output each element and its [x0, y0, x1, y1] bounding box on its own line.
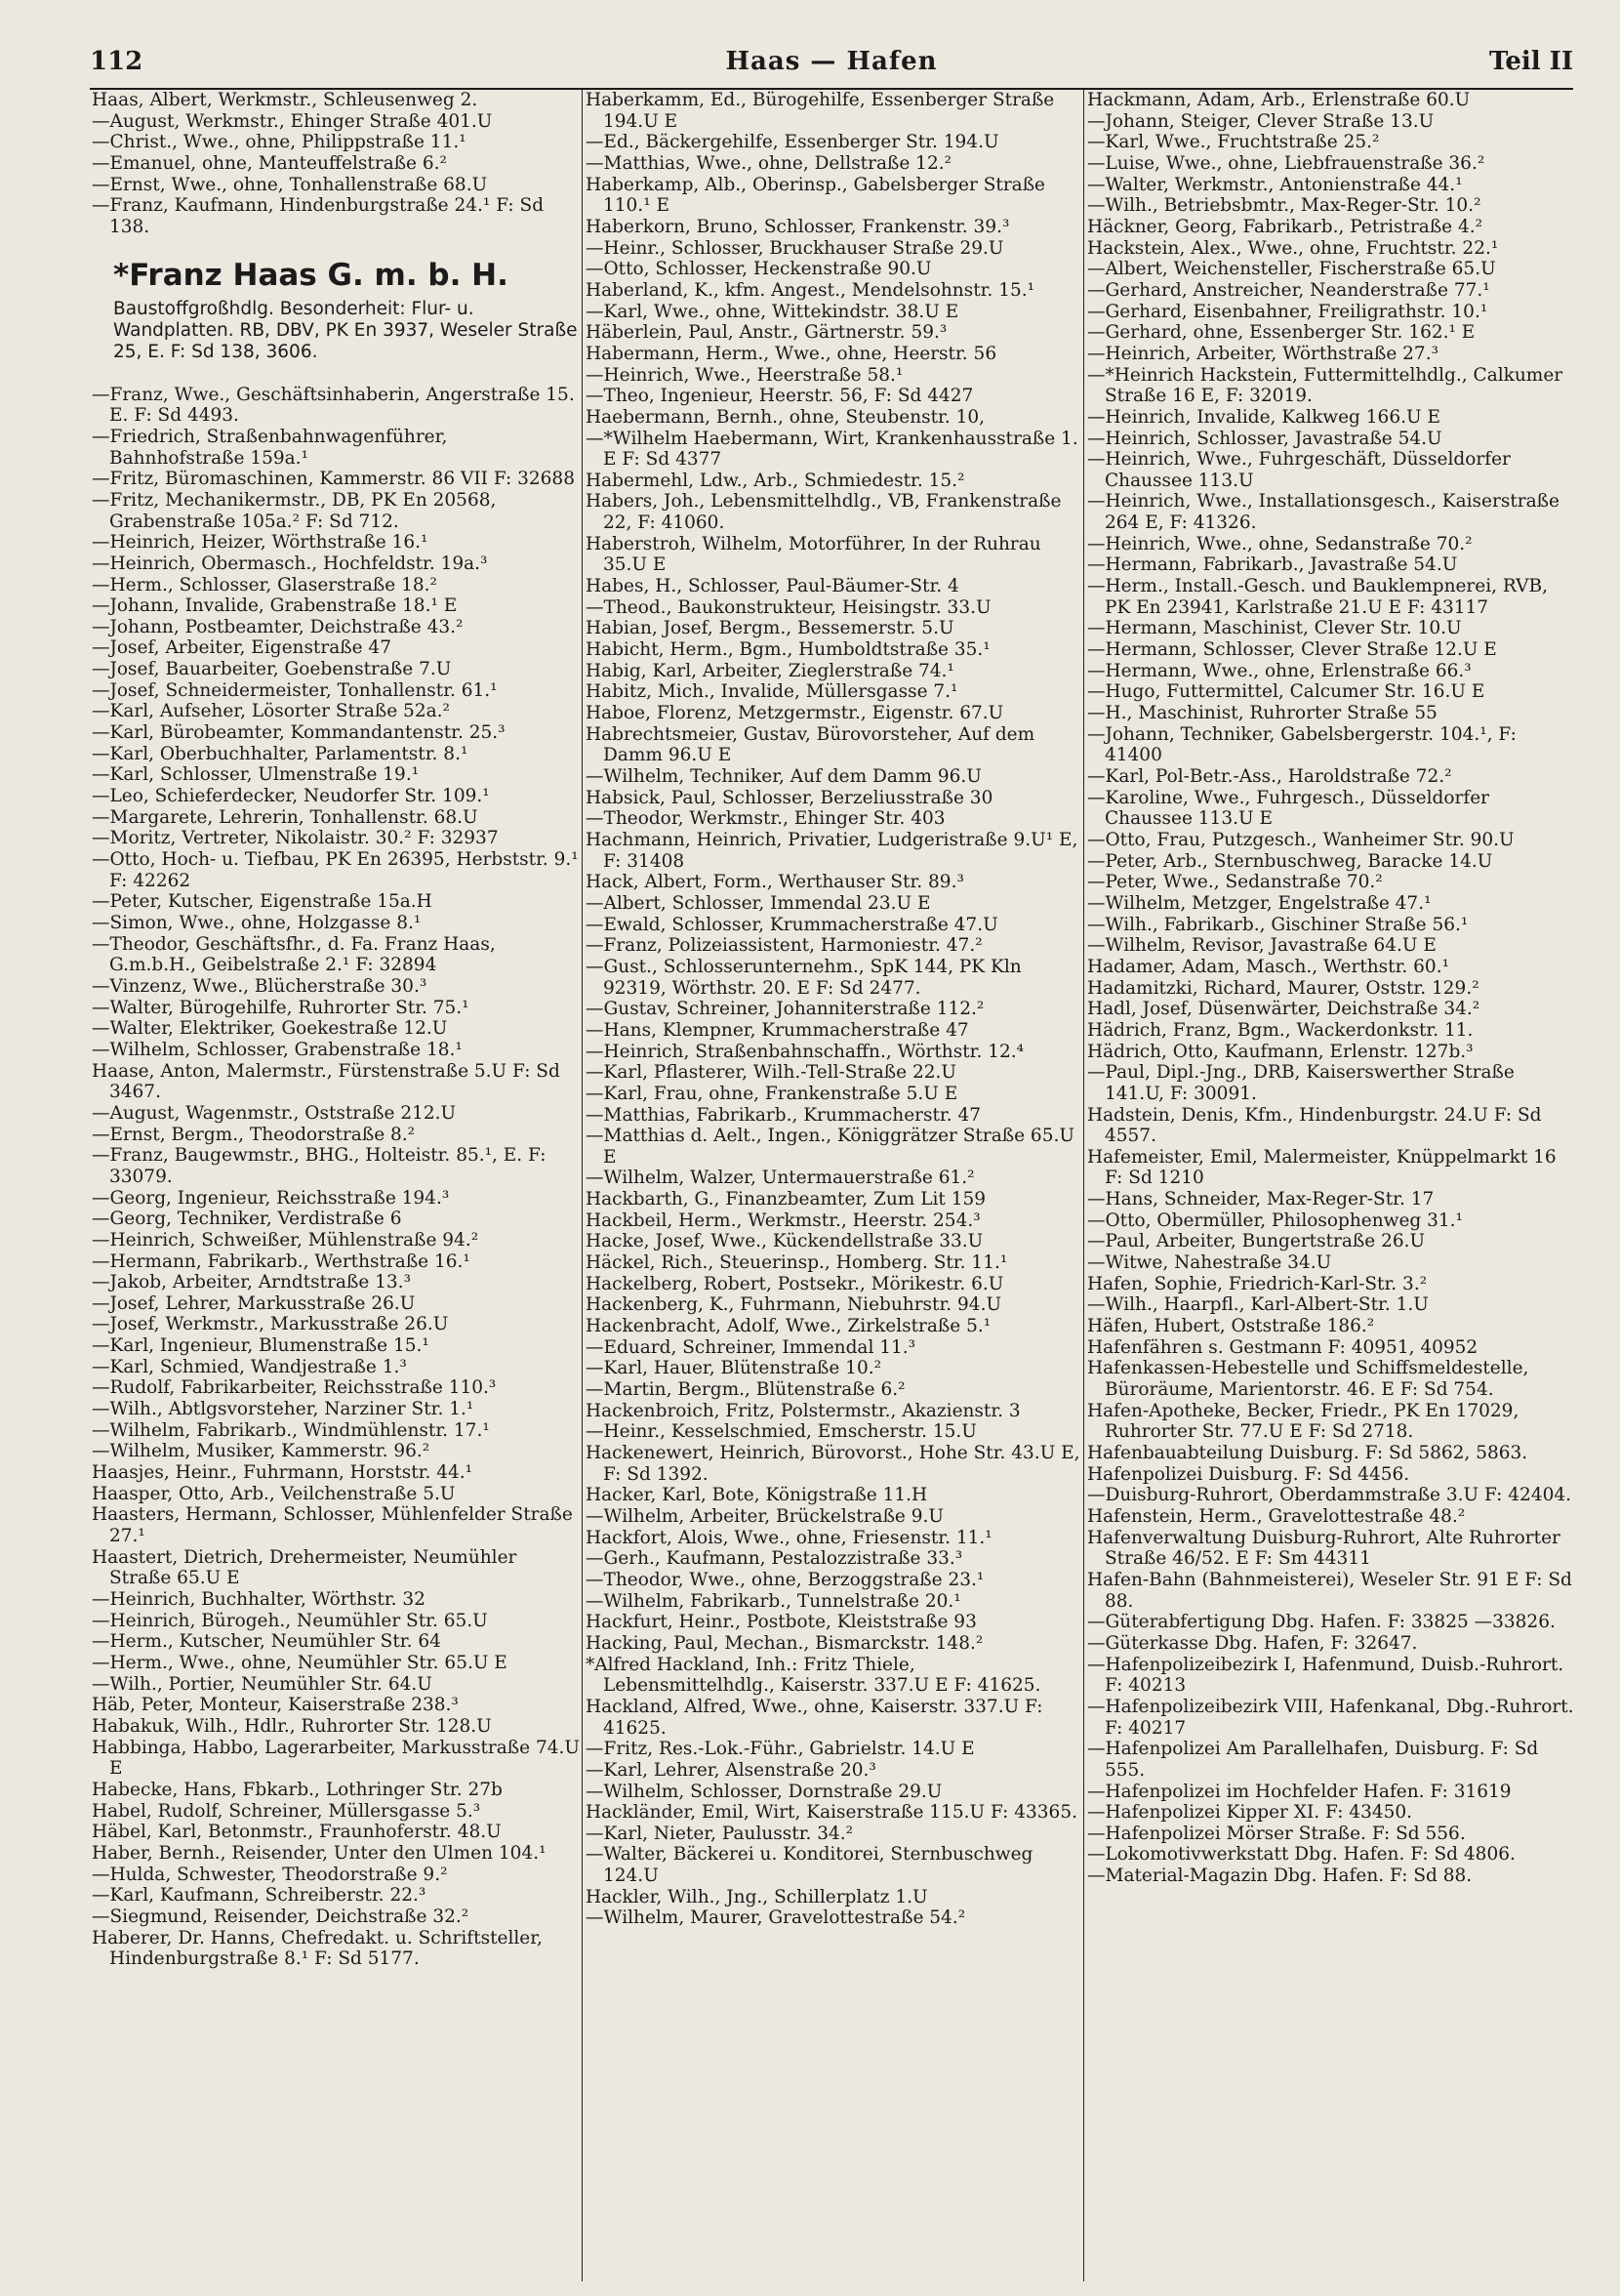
- directory-entry: Haberkamp, Alb., Oberinsp., Gabelsberger Straße 110.¹ E: [586, 174, 1046, 217]
- directory-entry: Hacker, Karl, Bote, Königstraße 11.H: [586, 1485, 928, 1506]
- directory-entry: Haberkamm, Ed., Bürogehilfe, Essenberger Straße 194.U E: [586, 90, 1055, 132]
- directory-entry: —*Heinrich Hackstein, Futtermittelhdlg., Calkumer Straße 16 E, F: 32019.: [1087, 364, 1563, 407]
- directory-entry: —Hermann, Wwe., ohne, Erlenstraße 66.³: [1087, 660, 1472, 681]
- directory-entry: —Herm., Kutscher, Neumühler Str. 64: [92, 1631, 441, 1653]
- directory-entry: —Peter, Wwe., Sedanstraße 70.²: [1087, 872, 1383, 893]
- entries-top: [92, 90, 580, 238]
- directory-entry: —Matthias, Wwe., ohne, Dellstraße 12.²: [586, 152, 952, 174]
- directory-entry: Habermehl, Ldw., Arb., Schmiedestr. 15.²: [586, 470, 965, 491]
- directory-entry: —Ewald, Schlosser, Krummacherstraße 47.U: [586, 914, 998, 935]
- directory-entry: —Vinzenz, Wwe., Blücherstraße 30.³: [92, 975, 427, 997]
- directory-entry: —Gustav, Schreiner, Johanniterstraße 112.²: [586, 999, 985, 1020]
- firm-ad-name: *Franz Haas G. m. b. H.: [113, 257, 508, 293]
- directory-entry: Haasjes, Heinr., Fuhrmann, Horststr. 44.¹: [92, 1462, 473, 1484]
- directory-entry: —Franz, Wwe., Geschäftsinhaberin, Angerstraße 15. E. F: Sd 4493.: [92, 384, 575, 427]
- directory-entry: Hädrich, Franz, Bgm., Wackerdonkstr. 11.: [1087, 1019, 1474, 1041]
- directory-entry: —Gerhard, Eisenbahner, Freiligrathstr. 10.¹: [1087, 301, 1488, 322]
- directory-entry: —Wilh., Portier, Neumühler Str. 64.U: [92, 1673, 432, 1695]
- directory-entry: —Heinrich, Arbeiter, Wörthstraße 27.³: [1087, 343, 1438, 364]
- directory-entry: —Karl, Oberbuchhalter, Parlamentstr. 8.¹: [92, 743, 468, 764]
- directory-entry: —Georg, Techniker, Verdistraße 6: [92, 1209, 402, 1230]
- directory-entry: —Heinr., Schlosser, Bruckhauser Straße 29.U: [586, 237, 1004, 259]
- directory-entry: —Karl, Frau, ohne, Frankenstraße 5.U E: [586, 1083, 958, 1104]
- directory-entry: Hafen-Apotheke, Becker, Friedr., PK En 17029, Ruhrorter Str. 77.U E F: Sd 2718.: [1087, 1400, 1519, 1443]
- directory-entry: —Walter, Bäckerei u. Konditorei, Sternbuschweg 124.U: [586, 1844, 1033, 1887]
- directory-entry: Häckner, Georg, Fabrikarb., Petristraße 4.²: [1087, 216, 1483, 237]
- directory-entry: Hackler, Wilh., Jng., Schillerplatz 1.U: [586, 1886, 928, 1907]
- directory-entry: Hafenbauabteilung Duisburg. F: Sd 5862, 5863.: [1087, 1443, 1528, 1463]
- directory-entry: —Wilhelm, Revisor, Javastraße 64.U E: [1087, 935, 1437, 957]
- directory-entry: Haberland, K., kfm. Angest., Mendelsohnstr. 15.¹: [586, 279, 1035, 301]
- directory-entry: —Fritz, Büromaschinen, Kammerstr. 86 VII F: 32688: [92, 469, 575, 490]
- directory-entry: Häfen, Hubert, Oststraße 186.²: [1087, 1316, 1375, 1337]
- directory-entry: —Luise, Wwe., ohne, Liebfrauenstraße 36.²: [1087, 152, 1485, 174]
- directory-entry: —Karl, Wwe., Fruchtstraße 25.²: [1087, 132, 1380, 153]
- directory-entry: —Josef, Schneidermeister, Tonhallenstr. 61.¹: [92, 679, 498, 701]
- directory-entry: —Karoline, Wwe., Fuhrgesch., Düsseldorfer Chaussee 113.U E: [1087, 787, 1490, 830]
- directory-entry: Häberlein, Paul, Anstr., Gärtnerstr. 59.³: [586, 322, 948, 344]
- directory-entry: —Ernst, Wwe., ohne, Tonhallenstraße 68.U: [92, 174, 488, 195]
- directory-entry: —Matthias d. Aelt., Ingen., Königgrätzer Straße 65.U E: [586, 1126, 1074, 1168]
- directory-entry: Habicht, Herm., Bgm., Humboldtstraße 35.¹: [586, 639, 991, 661]
- directory-entry: —Heinrich, Schweißer, Mühlenstraße 94.²: [92, 1229, 479, 1250]
- directory-entry: Haase, Anton, Malermstr., Fürstenstraße 5.U F: Sd 3467.: [92, 1060, 560, 1103]
- directory-entry: Häbel, Karl, Betonmstr., Fraunhoferstr. 48.U: [92, 1822, 502, 1843]
- directory-entry: —Hugo, Futtermittel, Calcumer Str. 16.U E: [1087, 681, 1485, 703]
- directory-entry: Häckel, Rich., Steuerinsp., Homberg. Str. 11.¹: [586, 1252, 1008, 1274]
- directory-entry: —Josef, Arbeiter, Eigenstraße 47: [92, 637, 391, 659]
- directory-entry: —Heinr., Kesselschmied, Emscherstr. 15.U: [586, 1421, 977, 1443]
- directory-entry: —Eduard, Schreiner, Immendal 11.³: [586, 1336, 916, 1358]
- directory-entry: Habbinga, Habbo, Lagerarbeiter, Markusstraße 74.U E: [92, 1737, 580, 1780]
- directory-entry: Hädrich, Otto, Kaufmann, Erlenstr. 127b.³: [1087, 1041, 1474, 1062]
- directory-entry: —Hafenpolizei Mörser Straße. F: Sd 556.: [1087, 1823, 1466, 1844]
- directory-entry: —Gerh., Kaufmann, Pestalozzistraße 33.³: [586, 1548, 963, 1570]
- directory-entry: —Herm., Wwe., ohne, Neumühler Str. 65.U E: [92, 1652, 507, 1673]
- directory-entry: Habig, Karl, Arbeiter, Zieglerstraße 74.¹: [586, 660, 954, 681]
- directory-entry: —Georg, Ingenieur, Reichsstraße 194.³: [92, 1187, 450, 1209]
- directory-entry: —Wilh., Betriebsbmtr., Max-Reger-Str. 10.²: [1087, 195, 1481, 217]
- firm-ad-text: Baustoffgroßhdlg. Besonderheit: Flur- u. Wandplatten. RB, DBV, PK En 3937, Weseler Straße 25, E. F: Sd 138, 3606.: [113, 298, 578, 362]
- column-2: [586, 90, 1081, 2284]
- directory-entry: —Güterabfertigung Dbg. Hafen. F: 33825 —33826.: [1087, 1612, 1556, 1633]
- directory-entry: —Franz, Baugewmstr., BHG., Holteistr. 85.¹, E. F: 33079.: [92, 1145, 547, 1187]
- directory-entry: Habers, Joh., Lebensmittelhdlg., VB, Frankenstraße 22, F: 41060.: [586, 491, 1062, 534]
- directory-entry: —August, Werkmstr., Ehinger Straße 401.U: [92, 110, 493, 132]
- directory-entry: —Rudolf, Fabrikarbeiter, Reichsstraße 110.³: [92, 1377, 497, 1399]
- page-number: 112: [90, 47, 143, 76]
- directory-entry: —Jakob, Arbeiter, Arndtstraße 13.³: [92, 1272, 411, 1293]
- directory-entry: —Otto, Schlosser, Heckenstraße 90.U: [586, 259, 932, 280]
- section-part: Teil II: [1488, 47, 1573, 76]
- entries-rest: [92, 385, 580, 1970]
- directory-entry: —Hermann, Fabrikarb., Javastraße 54.U: [1087, 554, 1458, 576]
- directory-entry: Haberkorn, Bruno, Schlosser, Frankenstr. 39.³: [586, 216, 1010, 237]
- directory-entry: —Heinrich, Bürogeh., Neumühler Str. 65.U: [92, 1610, 488, 1631]
- directory-entry: —Karl, Pflasterer, Wilh.-Tell-Straße 22.U: [586, 1062, 956, 1084]
- directory-entry: Habsick, Paul, Schlosser, Berzeliusstraße 30: [586, 787, 993, 808]
- directory-entry: Habian, Josef, Bergm., Bessemerstr. 5.U: [586, 618, 954, 639]
- directory-entry: —Karl, Ingenieur, Blumenstraße 15.¹: [92, 1335, 429, 1357]
- directory-entry: —Gust., Schlosserunternehm., SpK 144, PK Kln 92319, Wörthstr. 20. E F: Sd 2477.: [586, 956, 1022, 999]
- directory-entry: —Walter, Bürogehilfe, Ruhrorter Str. 75.¹: [92, 997, 469, 1018]
- directory-entry: —Theodor, Geschäftsfhr., d. Fa. Franz Haas, G.m.b.H., Geibelstraße 2.¹ F: 32894: [92, 933, 496, 976]
- directory-entry: —Wilhelm, Maurer, Gravelottestraße 54.²: [586, 1907, 966, 1929]
- directory-entry: Hackstein, Alex., Wwe., ohne, Fruchtstr. 22.¹: [1087, 237, 1499, 259]
- directory-entry: —Theod., Baukonstrukteur, Heisingstr. 33.U: [586, 596, 992, 618]
- directory-entry: —Karl, Nieter, Paulusstr. 34.²: [586, 1823, 854, 1844]
- directory-entry: Hackländer, Emil, Wirt, Kaiserstraße 115.U F: 43365.: [586, 1802, 1077, 1824]
- column-3: [1087, 90, 1575, 2284]
- directory-entry: Hackfort, Alois, Wwe., ohne, Friesenstr. 11.¹: [586, 1527, 992, 1548]
- directory-entry: —Wilhelm, Musiker, Kammerstr. 96.²: [92, 1441, 430, 1462]
- directory-entry: —*Wilhelm Haebermann, Wirt, Krankenhausstraße 1. E F: Sd 4377: [586, 428, 1078, 471]
- directory-entry: Häb, Peter, Monteur, Kaiserstraße 238.³: [92, 1695, 459, 1716]
- directory-entry: —Hafenpolizei Am Parallelhafen, Duisburg. F: Sd 555.: [1087, 1739, 1539, 1781]
- directory-entry: —Karl, Schlosser, Ulmenstraße 19.¹: [92, 764, 420, 786]
- directory-entry: —Margarete, Lehrerin, Tonhallenstr. 68.U: [92, 806, 478, 828]
- directory-entry: —Otto, Obermüller, Philosophenweg 31.¹: [1087, 1210, 1463, 1231]
- directory-entry: —Walter, Werkmstr., Antonienstraße 44.¹: [1087, 174, 1463, 195]
- directory-entry: —Lokomotivwerkstatt Dbg. Hafen. F: Sd 4806.: [1087, 1844, 1516, 1866]
- directory-entry: —Wilhelm, Arbeiter, Brückelstraße 9.U: [586, 1505, 944, 1527]
- directory-entry: Haboe, Florenz, Metzgermstr., Eigenstr. 67.U: [586, 703, 1004, 724]
- directory-entry: Hafenpolizei Duisburg. F: Sd 4456.: [1087, 1463, 1410, 1485]
- directory-entry: Hafenverwaltung Duisburg-Ruhrort, Alte Ruhrorter Straße 46/52. E F: Sm 44311: [1087, 1527, 1560, 1570]
- directory-entry: Hackenberg, K., Fuhrmann, Niebuhrstr. 94.U: [586, 1294, 1002, 1316]
- directory-entry: Habes, H., Schlosser, Paul-Bäumer-Str. 4: [586, 576, 959, 597]
- directory-entry: Hacke, Josef, Wwe., Kückendellstraße 33.U: [586, 1231, 984, 1252]
- directory-entry: —Johann, Postbeamter, Deichstraße 43.²: [92, 616, 464, 637]
- directory-entry: —Albert, Weichensteller, Fischerstraße 65.U: [1087, 259, 1496, 280]
- directory-entry: —Karl, Lehrer, Alsenstraße 20.³: [586, 1759, 876, 1781]
- directory-entry: —Theo, Ingenieur, Heerstr. 56, F: Sd 4427: [586, 386, 974, 407]
- directory-entry: —Heinrich, Invalide, Kalkweg 166.U E: [1087, 406, 1440, 428]
- directory-entry: Hafenfähren s. Gestmann F: 40951, 40952: [1087, 1336, 1478, 1358]
- directory-entry: *Alfred Hackland, Inh.: Fritz Thiele, Lebensmittelhdlg., Kaiserstr. 337.U E F: 41625.: [586, 1654, 1041, 1697]
- directory-entry: —Friedrich, Straßenbahnwagenführer, Bahnhofstraße 159a.¹: [92, 426, 448, 469]
- directory-entry: —Wilh., Haarpfl., Karl-Albert-Str. 1.U: [1087, 1294, 1429, 1316]
- directory-entry: —Wilhelm, Metzger, Engelstraße 47.¹: [1087, 892, 1432, 914]
- directory-entry: Habitz, Mich., Invalide, Müllersgasse 7.¹: [586, 681, 958, 703]
- directory-entry: —Christ., Wwe., ohne, Philippstraße 11.¹: [92, 132, 466, 153]
- directory-entry: Hackbarth, G., Finanzbeamter, Zum Lit 159: [586, 1189, 987, 1210]
- directory-entry: —Wilhelm, Fabrikarb., Tunnelstraße 20.¹: [586, 1590, 961, 1612]
- directory-entry: —Heinrich, Wwe., Fuhrgeschäft, Düsseldorfer Chaussee 113.U: [1087, 449, 1511, 491]
- directory-entry: Hackfurt, Heinr., Postbote, Kleiststraße 93: [586, 1612, 977, 1633]
- directory-entry: Haberer, Dr. Hanns, Chefredakt. u. Schriftsteller, Hindenburgstraße 8.¹ F: Sd 5177.: [92, 1927, 543, 1970]
- directory-entry: —Hans, Klempner, Krummacherstraße 47: [586, 1019, 969, 1041]
- directory-entry: Haastert, Dietrich, Drehermeister, Neumühler Straße 65.U E: [92, 1546, 517, 1589]
- directory-entry: Hackenewert, Heinrich, Bürovorst., Hohe Str. 43.U E, F: Sd 1392.: [586, 1443, 1080, 1485]
- directory-entry: Hadamitzki, Richard, Maurer, Oststr. 129.²: [1087, 977, 1479, 999]
- directory-entry: —Hafenpolizei Kipper XI. F: 43450.: [1087, 1802, 1413, 1824]
- directory-entry: —Wilhelm, Schlosser, Grabenstraße 18.¹: [92, 1039, 463, 1060]
- directory-entry: —Hans, Schneider, Max-Reger-Str. 17: [1087, 1189, 1435, 1210]
- directory-entry: Haberstroh, Wilhelm, Motorführer, In der Ruhrau 35.U E: [586, 533, 1041, 576]
- directory-entry: —Matthias, Fabrikarb., Krummacherstr. 47: [586, 1104, 982, 1126]
- directory-entry: —Wilhelm, Fabrikarb., Windmühlenstr. 17.¹: [92, 1419, 490, 1441]
- directory-entry: —Wilh., Abtlgsvorsteher, Narziner Str. 1.¹: [92, 1399, 474, 1420]
- directory-entry: —Simon, Wwe., ohne, Holzgasse 8.¹: [92, 913, 422, 933]
- directory-entry: —Leo, Schieferdecker, Neudorfer Str. 109.¹: [92, 786, 490, 807]
- directory-entry: —Siegmund, Reisender, Deichstraße 32.²: [92, 1906, 469, 1927]
- directory-entry: —Heinrich, Wwe., Installationsgesch., Kaiserstraße 264 E, F: 41326.: [1087, 491, 1559, 534]
- directory-entry: Hacking, Paul, Mechan., Bismarckstr. 148.²: [586, 1632, 984, 1654]
- directory-entry: —Wilh., Fabrikarb., Gischiner Straße 56.¹: [1087, 914, 1469, 935]
- directory-entry: Hackelberg, Robert, Postsekr., Mörikestr. 6.U: [586, 1273, 1004, 1294]
- column-divider: [582, 90, 583, 2281]
- directory-entry: —Hermann, Schlosser, Clever Straße 12.U E: [1087, 639, 1497, 661]
- directory-entry: Hachmann, Heinrich, Privatier, Ludgeristraße 9.U¹ E, F: 31408: [586, 829, 1078, 872]
- directory-entry: —Herm., Install.-Gesch. und Bauklempnerei, RVB, PK En 23941, Karlstraße 21.U E F: 43117: [1087, 576, 1549, 618]
- directory-entry: —H., Maschinist, Ruhrorter Straße 55: [1087, 703, 1438, 724]
- directory-entry: Habel, Rudolf, Schreiner, Müllersgasse 5.³: [92, 1800, 481, 1822]
- directory-entry: —Emanuel, ohne, Manteuffelstraße 6.²: [92, 152, 447, 174]
- directory-entry: —Karl, Aufseher, Lösorter Straße 52a.²: [92, 701, 450, 722]
- directory-entry: —Wilhelm, Walzer, Untermauerstraße 61.²: [586, 1168, 975, 1189]
- directory-entry: —Hulda, Schwester, Theodorstraße 9.²: [92, 1864, 448, 1885]
- directory-entry: Hadstein, Denis, Kfm., Hindenburgstr. 24.U F: Sd 4557.: [1087, 1104, 1542, 1147]
- directory-entry: —Güterkasse Dbg. Hafen, F: 32647.: [1087, 1632, 1418, 1654]
- column-divider: [1083, 90, 1084, 2281]
- directory-entry: —Johann, Steiger, Clever Straße 13.U: [1087, 110, 1435, 132]
- page-title: Haas — Hafen: [725, 47, 938, 76]
- directory-entry: —Duisburg-Ruhrort, Oberdammstraße 3.U F: 42404.: [1087, 1485, 1572, 1506]
- directory-entry: —Johann, Invalide, Grabenstraße 18.¹ E: [92, 595, 458, 617]
- directory-entry: Hafemeister, Emil, Malermeister, Knüppelmarkt 16 F: Sd 1210: [1087, 1146, 1557, 1189]
- directory-entry: —Wilhelm, Schlosser, Dornstraße 29.U: [586, 1781, 943, 1802]
- directory-entry: —Wilhelm, Techniker, Auf dem Damm 96.U: [586, 766, 982, 787]
- directory-entry: Habermann, Herm., Wwe., ohne, Heerstr. 56: [586, 343, 997, 364]
- directory-entry: —Ed., Bäckergehilfe, Essenberger Str. 194.U: [586, 132, 999, 153]
- directory-entry: —Heinrich, Heizer, Wörthstraße 16.¹: [92, 532, 428, 554]
- directory-entry: Haasters, Hermann, Schlosser, Mühlenfelder Straße 27.¹: [92, 1504, 573, 1547]
- directory-entry: —Karl, Wwe., ohne, Wittekindstr. 38.U E: [586, 301, 959, 322]
- directory-entry: —Herm., Schlosser, Glaserstraße 18.²: [92, 574, 437, 595]
- directory-entry: —Moritz, Vertreter, Nikolaistr. 30.² F: 32937: [92, 828, 499, 849]
- directory-entry: Hackland, Alfred, Wwe., ohne, Kaiserstr. 337.U F: 41625.: [586, 1696, 1043, 1739]
- directory-entry: —Fritz, Mechanikermstr., DB, PK En 20568, Grabenstraße 105a.² F: Sd 712.: [92, 489, 497, 532]
- directory-entry: —Johann, Techniker, Gabelsbergerstr. 104.¹, F: 41400: [1087, 723, 1517, 766]
- directory-entry: —Fritz, Res.-Lok.-Führ., Gabrielstr. 14.U E: [586, 1739, 975, 1760]
- directory-entry: —Witwe, Nahestraße 34.U: [1087, 1252, 1332, 1274]
- directory-entry: —Gerhard, Anstreicher, Neanderstraße 77.¹: [1087, 279, 1490, 301]
- directory-entry: —Martin, Bergm., Blütenstraße 6.²: [586, 1379, 906, 1401]
- directory-entry: —Heinrich, Wwe., ohne, Sedanstraße 70.²: [1087, 533, 1473, 554]
- directory-entry: —Hafenpolizeibezirk I, Hafenmund, Duisb.-Ruhrort. F: 40213: [1087, 1654, 1564, 1697]
- directory-entry: Haebermann, Bernh., ohne, Steubenstr. 10,: [586, 406, 986, 428]
- directory-entry: —Hermann, Maschinist, Clever Str. 10.U: [1087, 618, 1462, 639]
- directory-entry: Hack, Albert, Form., Werthauser Str. 89.³: [586, 872, 964, 893]
- page-header: [90, 41, 1573, 90]
- directory-entry: —Josef, Lehrer, Markusstraße 26.U: [92, 1292, 416, 1314]
- directory-entry: —Franz, Kaufmann, Hindenburgstraße 24.¹ F: Sd 138.: [92, 195, 545, 237]
- directory-entry: Hackenbracht, Adolf, Wwe., Zirkelstraße 5.¹: [586, 1316, 992, 1337]
- directory-entry: —Karl, Pol-Betr.-Ass., Haroldstraße 72.²: [1087, 766, 1452, 787]
- directory-entry: —Karl, Hauer, Blütenstraße 10.²: [586, 1358, 882, 1379]
- directory-entry: —Theodor, Wwe., ohne, Berzoggstraße 23.¹: [586, 1569, 985, 1590]
- directory-entry: —Hermann, Fabrikarb., Werthstraße 16.¹: [92, 1250, 470, 1272]
- column-1: [92, 90, 580, 2284]
- directory-entry: —Otto, Hoch- u. Tiefbau, PK En 26395, Herbststr. 9.¹ F: 42262: [92, 849, 579, 891]
- directory-entry: —Gerhard, ohne, Essenberger Str. 162.¹ E: [1087, 322, 1476, 344]
- directory-entry: Hafenkassen-Hebestelle und Schiffsmeldestelle, Büroräume, Marientorstr. 46. E F: Sd 754.: [1087, 1358, 1529, 1401]
- directory-entry: —Heinrich, Wwe., Heerstraße 58.¹: [586, 364, 904, 386]
- directory-entry: —Material-Magazin Dbg. Hafen. F: Sd 88.: [1087, 1866, 1473, 1887]
- directory-entry: —Paul, Dipl.-Jng., DRB, Kaiserswerther Straße 141.U, F: 30091.: [1087, 1062, 1515, 1104]
- directory-entry: Hackbeil, Herm., Werkmstr., Heerstr. 254.³: [586, 1210, 981, 1231]
- directory-entry: —Otto, Frau, Putzgesch., Wanheimer Str. 90.U: [1087, 829, 1515, 850]
- directory-entry: —Hafenpolizeibezirk VIII, Hafenkanal, Dbg.-Ruhrort. F: 40217: [1087, 1696, 1574, 1739]
- directory-entry: Hafen-Bahn (Bahnmeisterei), Weseler Str. 91 E F: Sd 88.: [1087, 1569, 1572, 1612]
- directory-entry: —August, Wagenmstr., Oststraße 212.U: [92, 1102, 457, 1124]
- directory-entry: —Heinrich, Straßenbahnschaffn., Wörthstr. 12.⁴: [586, 1041, 1025, 1062]
- directory-entry: Hadamer, Adam, Masch., Werthstr. 60.¹: [1087, 956, 1450, 977]
- directory-entry: Habakuk, Wilh., Hdlr., Ruhrorter Str. 128.U: [92, 1715, 492, 1737]
- directory-entry: —Karl, Bürobeamter, Kommandantenstr. 25.³: [92, 722, 506, 744]
- directory-entry: —Heinrich, Obermasch., Hochfeldstr. 19a.³: [92, 553, 488, 574]
- directory-entry: —Walter, Elektriker, Goekestraße 12.U: [92, 1018, 448, 1040]
- directory-entry: —Hafenpolizei im Hochfelder Hafen. F: 31619: [1087, 1781, 1512, 1802]
- directory-entry: —Karl, Kaufmann, Schreiberstr. 22.³: [92, 1885, 426, 1906]
- directory-entry: —Franz, Polizeiassistent, Harmoniestr. 47.²: [586, 935, 983, 957]
- directory-entry: Hackenbroich, Fritz, Polstermstr., Akazienstr. 3: [586, 1400, 1021, 1421]
- directory-entry: —Karl, Schmied, Wandjestraße 1.³: [92, 1356, 407, 1377]
- directory-entry: —Paul, Arbeiter, Bungertstraße 26.U: [1087, 1231, 1426, 1252]
- directory-entry: Hafen, Sophie, Friedrich-Karl-Str. 3.²: [1087, 1273, 1428, 1294]
- directory-entry: Hackmann, Adam, Arb., Erlenstraße 60.U: [1087, 90, 1471, 110]
- directory-entry: —Albert, Schlosser, Immendal 23.U E: [586, 892, 931, 914]
- directory-entry: —Heinrich, Buchhalter, Wörthstr. 32: [92, 1589, 425, 1610]
- directory-entry: —Josef, Bauarbeiter, Goebenstraße 7.U: [92, 659, 452, 680]
- directory-entry: Haas, Albert, Werkmstr., Schleusenweg 2.: [92, 90, 478, 110]
- directory-entry: Habecke, Hans, Fbkarb., Lothringer Str. 27b: [92, 1779, 503, 1800]
- directory-entry: Habrechtsmeier, Gustav, Bürovorsteher, Auf dem Damm 96.U E: [586, 723, 1035, 766]
- directory-entry: —Theodor, Werkmstr., Ehinger Str. 403: [586, 808, 946, 830]
- directory-entry: —Peter, Kutscher, Eigenstraße 15a.H: [92, 891, 432, 913]
- directory-entry: —Heinrich, Schlosser, Javastraße 54.U: [1087, 428, 1442, 449]
- directory-entry: Hadl, Josef, Düsenwärter, Deichstraße 34.²: [1087, 999, 1480, 1020]
- directory-entry: Hafenstein, Herm., Gravelottestraße 48.²: [1087, 1505, 1466, 1527]
- directory-entry: —Peter, Arb., Sternbuschweg, Baracke 14.U: [1087, 850, 1493, 872]
- directory-entry: —Ernst, Bergm., Theodorstraße 8.²: [92, 1124, 416, 1145]
- directory-entry: —Josef, Werkmstr., Markusstraße 26.U: [92, 1314, 449, 1335]
- directory-entry: Haber, Bernh., Reisender, Unter den Ulmen 104.¹: [92, 1842, 547, 1864]
- directory-entry: Haasper, Otto, Arb., Veilchenstraße 5.U: [92, 1483, 456, 1504]
